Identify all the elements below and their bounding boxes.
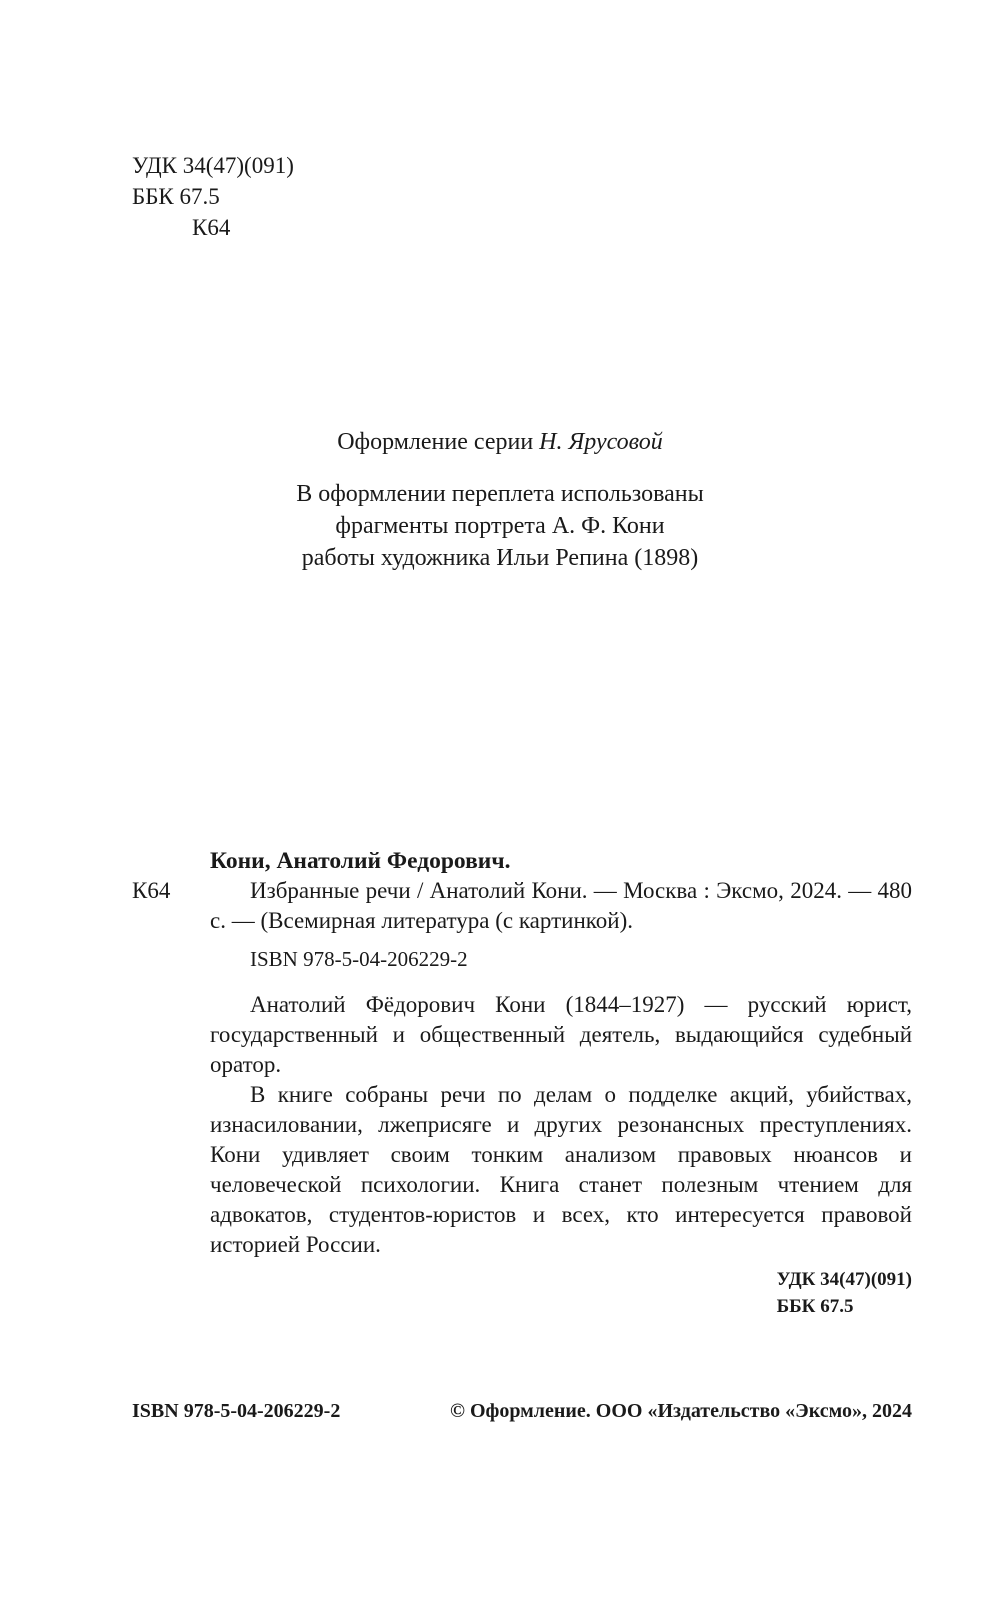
classification-header (132, 150, 294, 243)
udk-code: УДК 34(47)(091) (132, 153, 294, 178)
series-credit-prefix: Оформление серии (337, 429, 540, 455)
cover-credit-line: работы художника Ильи Репина (1898) (301, 545, 699, 571)
bibliographic-record (132, 846, 912, 1320)
cover-credit (0, 478, 1000, 574)
series-designer-name: Н. Ярусовой (539, 429, 663, 455)
record-classification-codes (132, 1266, 912, 1320)
record-isbn: ISBN 978-5-04-206229-2 (250, 947, 468, 971)
cover-credit-line: В оформлении переплета использованы (296, 481, 704, 507)
bbk-code: ББК 67.5 (132, 184, 220, 209)
record-udk-code: УДК 34(47)(091) (776, 1269, 912, 1290)
record-annotation (132, 990, 912, 1260)
annotation-paragraph: Анатолий Фёдорович Кони (1844–1927) — русский юрист, государственный и общественный деятель, выдающийся судебный оратор. (210, 992, 912, 1077)
cover-credit-line: фрагменты портрета А. Ф. Кони (335, 513, 665, 539)
footer-copyright: © Оформление. ООО «Издательство «Эксмо», 2024 (450, 1400, 912, 1422)
record-description-row (132, 876, 912, 936)
record-description: Избранные речи / Анатолий Кони. — Москва : Эксмо, 2024. — 480 с. — (Всемирная литература (с картинкой). (210, 878, 912, 933)
record-author: Кони, Анатолий Федорович. (210, 848, 511, 874)
design-credits (0, 426, 1000, 574)
series-design-credit (0, 426, 1000, 458)
annotation-paragraph: В книге собраны речи по делам о подделке акций, убийствах, изнасиловании, лжеприсяге и других резонансных преступлениях. Кони удивляет своим тонким анализом правовых нюансов и человеческой психологии. Книга станет полезным чтением для адвокатов, студентов-юристов и всех, кто интересуется правовой историей России. (210, 1082, 912, 1257)
footer-isbn: ISBN 978-5-04-206229-2 (132, 1400, 341, 1422)
record-bbk-code: ББК 67.5 (776, 1296, 854, 1317)
cutter-code: К64 (192, 215, 231, 240)
record-cutter-code: К64 (132, 878, 171, 903)
